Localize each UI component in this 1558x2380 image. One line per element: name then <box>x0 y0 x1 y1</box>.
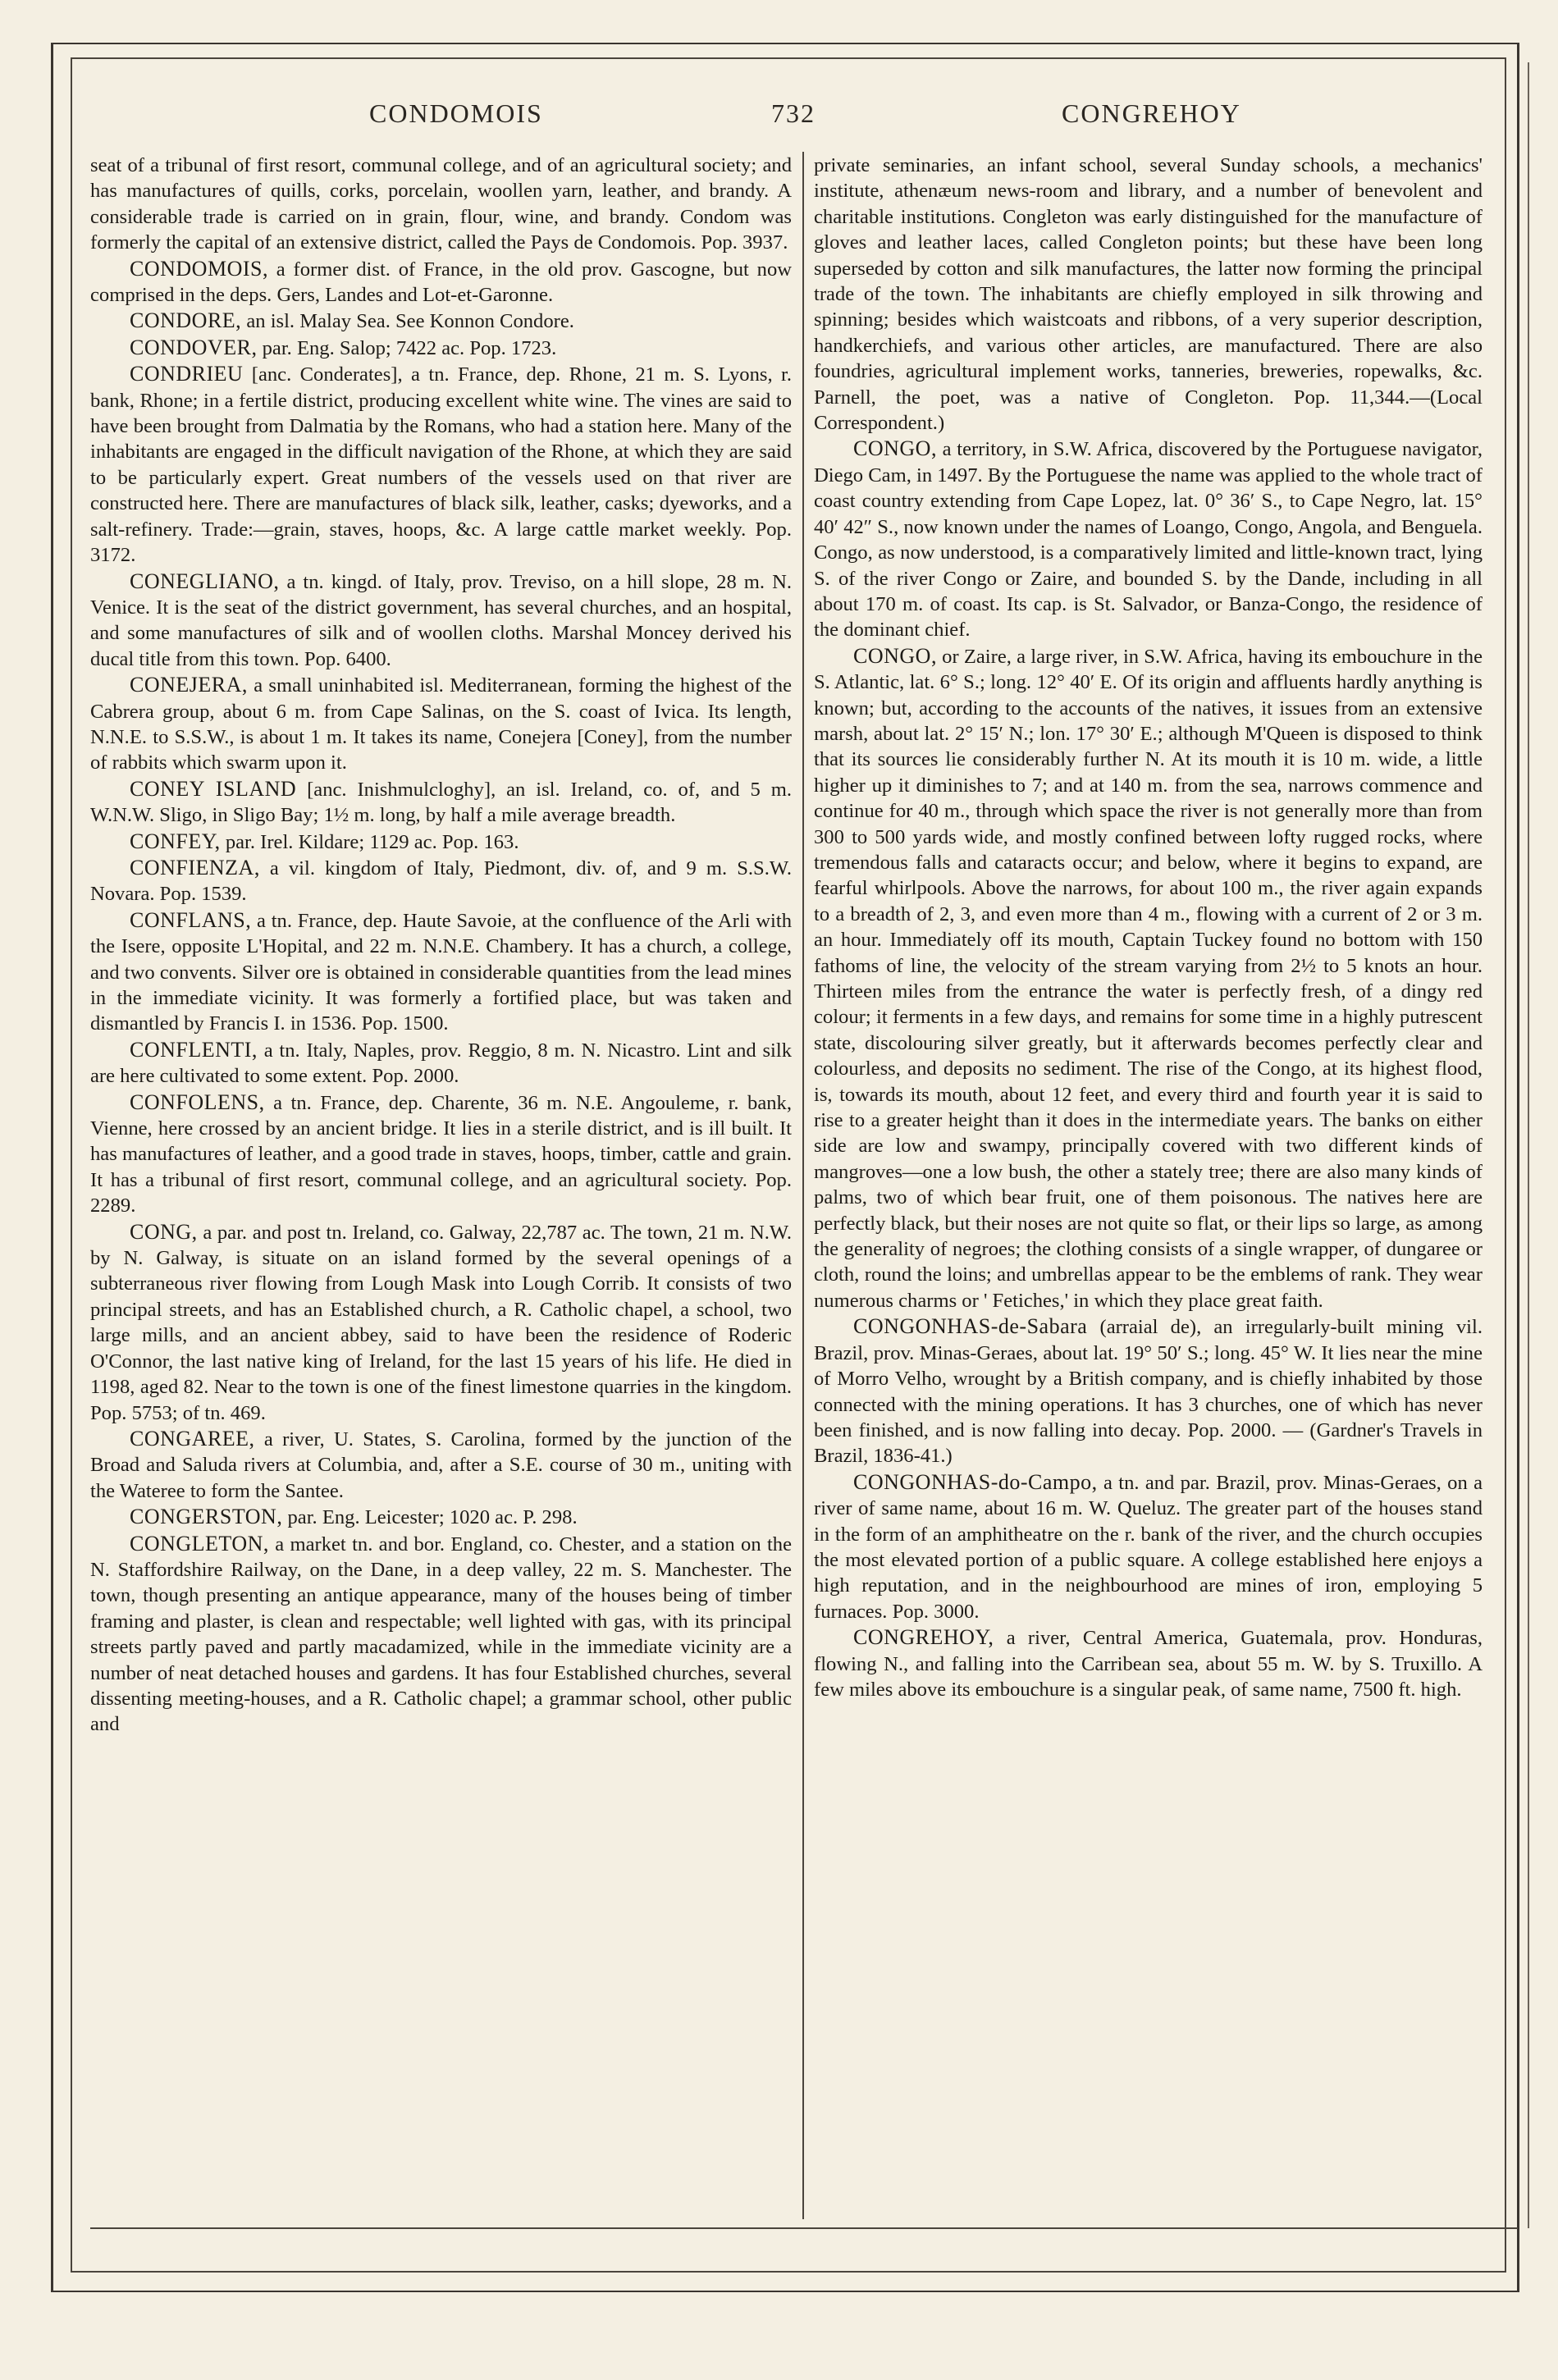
entry-text: par. Eng. Leicester; 1020 ac. P. 298. <box>287 1506 578 1529</box>
gazetteer-entry <box>90 361 792 568</box>
entry-headword: CONFEY, <box>130 829 221 853</box>
header-right-guideword: CONGREHOY <box>1062 98 1241 128</box>
entry-headword: CONG, <box>130 1219 198 1244</box>
entry-text: a river, Central America, Guatemala, prov. Honduras, flowing N., and falling into the Carribean sea, about 55 m. W. by S. Truxillo. A few miles above its embouchure is a singular peak, of same name, 7500 ft. high. <box>814 1627 1483 1701</box>
entry-text: a tn. Italy, Naples, prov. Reggio, 8 m. N. Nicastro. Lint and silk are here cultivated to some extent. Pop. 2000. <box>90 1039 792 1088</box>
entry-headword: CONEJERA, <box>130 673 248 697</box>
entry-headword: CONGO, <box>853 436 937 461</box>
gazetteer-entry <box>90 569 792 673</box>
entry-text: or Zaire, a large river, in S.W. Africa, having its embouchure in the S. Atlantic, lat. 6° S.; long. 12° 40′ E. Of its origin and affluents hardly anything is known; but, according to the accounts of the natives, it issues from an extensive marsh, about lat. 2° 15′ N.; lon. 17° 30′ E.; although M'Queen is disposed to think that its sources lie considerably further N. At its mouth it is 10 m. wide, a little higher up it diminishes to 7; and at 140 m. from the sea, narrows commence and continue for 40 m., through which space the river is not generally more than from 300 to 500 yards wide, and mostly confined between lofty rugged rocks, where tremendous falls and cataracts occur; and below, where it begins to expand, are fearful whirlpools. Above the narrows, for about 100 m., the river again expands to a breadth of 2, 3, and even more than 4 m., flowing with a current of 2 or 3 m. an hour. Immediately off its mouth, Captain Tuckey found no bottom with 150 fathoms of line, the velocity of the stream varying from 2½ to 5 knots an hour. Thirteen miles from the entrance the water is perfectly fresh, of a dingy red colour; it ferments in a few days, and remains for some time in a highly putrescent state, discolouring silver greatly, but it afterwards becomes perfectly clear and colourless, and deposits no sediment. The rise of the Congo, at its highest flood, is, towards its mouth, about 12 feet, and every third and fourth year it is said to rise to a greater height than it does in the intermediate years. The banks on either side are low and swampy, principally covered with two different kinds of mangroves—one a low bush, the other a stately tree; there are also many kinds of palms, two of which bear fruit, one of them poisonous. The natives here are perfectly black, but their noses are not quite so flat, or their lips so large, as among the generality of negroes; the clothing consists of a single wrapper, of dungaree or cloth, round the loins; and umbrellas appear to be the emblems of rank. They wear numerous charms or ' Fetiches,' in which they place great faith. <box>814 645 1483 1312</box>
column-divider <box>802 152 804 2219</box>
gazetteer-entry <box>90 1037 792 1090</box>
gazetteer-entry <box>90 907 792 1037</box>
entry-text: par. Eng. Salop; 7422 ac. Pop. 1723. <box>262 336 557 359</box>
entry-text: a tn. kingd. of Italy, prov. Treviso, on a hill slope, 28 m. N. Venice. It is the seat of the district government, has several churches, and an hospital, and some manufactures of silk and of woollen cloths. Marshal Moncey derived his ducal title from this town. Pop. 6400. <box>90 570 792 670</box>
entry-text: [anc. Conderates], a tn. France, dep. Rhone, 21 m. S. Lyons, r. bank, Rhone; in a fertile district, producing excellent white wine. The vines are said to have been brought from Dalmatia by the Romans, who had a station here. Many of the inhabitants are engaged in the difficult navigation of the Rhone, at which they are said to be particularly expert. Great numbers of the vessels used on that river are constructed here. There are manufactures of black silk, leather, casks; dyeworks, and a salt-refinery. Trade:—grain, staves, hoops, &c. A large cattle market weekly. Pop. 3172. <box>90 363 792 567</box>
gazetteer-entry <box>90 1219 792 1426</box>
entry-text: an isl. Malay Sea. See Konnon Condore. <box>246 310 574 333</box>
entry-headword: CONGONHAS-do-Campo, <box>853 1469 1098 1494</box>
entry-headword: CONFOLENS, <box>130 1090 265 1114</box>
bottom-rule <box>90 2227 1518 2229</box>
entry-headword: CONDRIEU <box>130 362 244 386</box>
entry-text: private seminaries, an infant school, several Sunday schools, a mechanics' institute, athenæum news-room and library, and a number of benevolent and charitable institutions. Congleton was early distinguished for the manufacture of gloves and leather laces, called Congleton points; but these have been long superseded by cotton and silk manufactures, the latter now forming the principal trade of the town. The inhabitants are chiefly employed in silk throwing and spinning; besides which waistcoats and ribbons, of a very superior description, handkerchiefs, and various other articles, are manufactured. There are also foundries, agricultural implement works, tanneries, breweries, ropewalks, &c. Parnell, the poet, was a native of Congleton. Pop. 11,344.—(Local Correspondent.) <box>814 154 1483 435</box>
entry-headword: CONGAREE, <box>130 1426 255 1450</box>
entry-text: a tn. France, dep. Charente, 36 m. N.E. Angouleme, r. bank, Vienne, here crossed by an ancient bridge. It lies in a sterile district, and is ill built. It has manufactures of leather, and a good trade in staves, hoops, timber, cattle and grain. It has a tribunal of first resort, communal college, and an agricultural society. Pop. 2289. <box>90 1091 792 1217</box>
entry-headword: CONGO, <box>853 643 937 668</box>
gazetteer-entry <box>90 1090 792 1219</box>
entry-text: a river, U. States, S. Carolina, formed by the junction of the Broad and Saluda rivers at Columbia, and, after a S.E. course of 30 m., uniting with the Wateree to form the Santee. <box>90 1428 792 1502</box>
gazetteer-entry <box>814 1469 1483 1624</box>
gazetteer-entry <box>814 643 1483 1314</box>
left-column <box>90 152 792 1738</box>
entry-headword: CONEY ISLAND <box>130 776 297 801</box>
entry-text: a former dist. of France, in the old prov. Gascogne, but now comprised in the deps. Gers, Landes and Lot-et-Garonne. <box>90 258 792 307</box>
running-header <box>90 92 1485 141</box>
page-number: 732 <box>771 98 816 128</box>
gazetteer-entry <box>90 855 792 907</box>
entry-text: seat of a tribunal of first resort, communal college, and of an agricultural society; and has manufactures of quills, corks, porcelain, woollen yarn, leather, and brandy. A considerable trade is carried on in grain, flour, wine, and brandy. Condom was formerly the capital of an extensive district, called the Pays de Condomois. Pop. 3937. <box>90 154 792 254</box>
entry-headword: CONDOVER, <box>130 335 258 359</box>
side-rule <box>1528 62 1529 2228</box>
entry-headword: CONGLETON, <box>130 1531 269 1555</box>
entry-headword: CONGREHOY, <box>853 1625 994 1650</box>
entry-headword: CONDORE, <box>130 308 242 333</box>
entry-headword: CONGERSTON, <box>130 1505 283 1529</box>
entry-text: a market tn. and bor. England, co. Chester, and a station on the N. Staffordshire Railway, on the Dane, in a deep valley, 22 m. S. Manchester. The town, though presenting an antique appearance, many of the houses being of timber framing and plaster, is clean and respectable; well lighted with gas, with its principal streets partly paved and partly macadamized, while in the immediate vicinity are a number of neat detached houses and gardens. It has four Established churches, several dissenting meeting-houses, and a R. Catholic chapel; a grammar school, other public and <box>90 1533 792 1736</box>
gazetteer-entry <box>90 152 792 256</box>
gazetteer-entry <box>814 152 1483 436</box>
entry-headword: CONDOMOIS, <box>130 256 268 281</box>
gazetteer-entry <box>90 1531 792 1738</box>
entry-headword: CONFLANS, <box>130 907 252 932</box>
entry-headword: CONFLENTI, <box>130 1037 258 1062</box>
header-left-guideword: CONDOMOIS <box>369 98 543 128</box>
gazetteer-entry <box>90 1426 792 1504</box>
entry-text: [anc. Inishmulcloghy], an isl. Ireland, co. of, and 5 m. W.N.W. Sligo, in Sligo Bay; 1½ m. long, by half a mile average breadth. <box>90 778 792 827</box>
gazetteer-entry <box>90 829 792 855</box>
entry-text: a tn. France, dep. Haute Savoie, at the confluence of the Arli with the Isere, opposite L'Hopital, and 22 m. N.N.E. Chambery. It has a church, a college, and two convents. Silver ore is obtained in considerable quantities from the lead mines in the immediate vicinity. It was formerly a fortified place, but was taken and dismantled by Francis I. in 1536. Pop. 1500. <box>90 909 792 1035</box>
gazetteer-entry <box>814 1313 1483 1469</box>
entry-text: a par. and post tn. Ireland, co. Galway, 22,787 ac. The town, 21 m. N.W. by N. Galway, is situate on an island formed by the several openings of a subterraneous river flowing from Lough Mask into Lough Corrib. It consists of two principal streets, and has an Established church, a R. Catholic chapel, a school, two large mills, and an ancient abbey, said to have been the residence of Roderic O'Connor, the last native king of Ireland, for the last 15 years of his life. He died in 1198, aged 82. Near to the town is one of the finest limestone quarries in the kingdom. Pop. 5753; of tn. 469. <box>90 1221 793 1424</box>
entry-text: a tn. and par. Brazil, prov. Minas-Geraes, on a river of same name, about 16 m. W. Queluz. The greater part of the houses stand in the form of an amphitheatre on the r. bank of the river, and the church occupies the most elevated portion of a public square. A college established here enjoys a high reputation, and in the neighbourhood are mines of iron, employing 5 furnaces. Pop. 3000. <box>814 1471 1483 1623</box>
entry-headword: CONGONHAS-de-Sabara <box>853 1314 1088 1339</box>
entry-text: par. Irel. Kildare; 1129 ac. Pop. 163. <box>225 830 519 853</box>
gazetteer-entry <box>90 1504 792 1530</box>
entry-text: a small uninhabited isl. Mediterranean, forming the highest of the Cabrera group, about 6 m. from Cape Salinas, on the S. coast of Ivica. Its length, N.N.E. to S.S.W., is about 1 m. It takes its name, Conejera [Coney], from the number of rabbits which swarm upon it. <box>90 674 793 774</box>
gazetteer-entry <box>90 776 792 829</box>
gazetteer-entry <box>814 1624 1483 1702</box>
right-column <box>814 152 1483 1702</box>
gazetteer-entry <box>90 308 792 334</box>
gazetteer-entry <box>90 335 792 361</box>
gazetteer-entry <box>90 256 792 308</box>
entry-headword: CONFIENZA, <box>130 855 260 879</box>
entry-headword: CONEGLIANO, <box>130 569 280 593</box>
entry-text: (arraial de), an irregularly-built mining vil. Brazil, prov. Minas-Geraes, about lat. 19° 50′ S.; long. 45° W. It lies near the mine of Morro Velho, wrought by a British company, and is chiefly inhabited by those connected with the mining operations. It has 3 churches, one of which has never been finished, and is now falling into decay. Pop. 2000. — (Gardner's Travels in Brazil, 1836-41.) <box>814 1316 1483 1468</box>
entry-text: a territory, in S.W. Africa, discovered by the Portuguese navigator, Diego Cam, in 1497. By the Portuguese the name was applied to the whole tract of coast country extending from Cape Lopez, lat. 0° 36′ S., to Cape Negro, lat. 15° 40′ 42″ S., now known under the names of Loango, Congo, Angola, and Benguela. Congo, as now understood, is a comparatively limited and little-known tract, lying S. of the river Congo or Zaire, and bounded S. by the Dande, including in all about 170 m. of coast. Its cap. is St. Salvador, or Banza-Congo, the residence of the dominant chief. <box>814 438 1483 642</box>
entry-text: a vil. kingdom of Italy, Piedmont, div. of, and 9 m. S.S.W. Novara. Pop. 1539. <box>90 857 792 906</box>
gazetteer-entry <box>90 672 792 776</box>
gazetteer-entry <box>814 436 1483 642</box>
